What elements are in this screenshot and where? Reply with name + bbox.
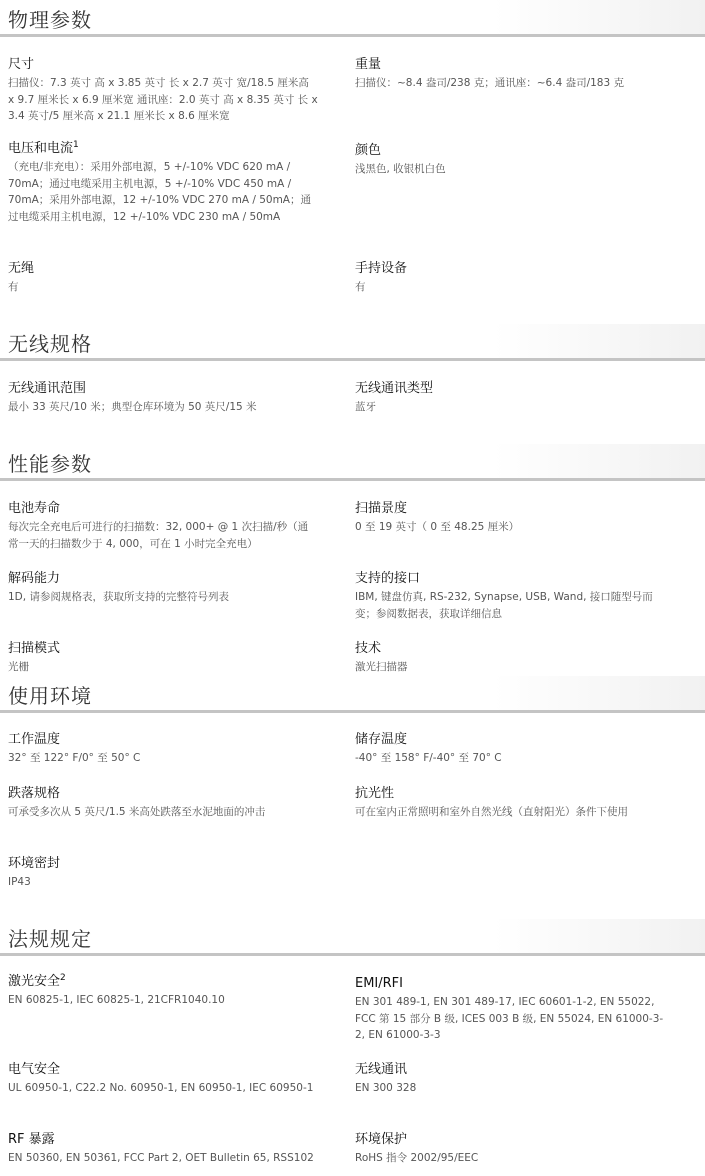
spec-value: 浅黑色, 收银机白色 bbox=[355, 163, 446, 175]
spec-value: IP43 bbox=[8, 876, 31, 888]
spec-item-environmental bbox=[355, 1132, 665, 1167]
section-environment bbox=[0, 676, 705, 713]
section-header bbox=[0, 676, 705, 713]
section-regulatory bbox=[0, 919, 705, 956]
spec-value: 有 bbox=[355, 281, 366, 293]
spec-value: 最小 33 英尺/10 米；典型仓库环境为 50 英尺/15 米 bbox=[8, 401, 257, 413]
spec-label: 技术 bbox=[355, 641, 382, 656]
spec-value: 蓝牙 bbox=[355, 401, 376, 413]
spec-value: EN 300 328 bbox=[355, 1082, 417, 1094]
section-title: 性能参数 bbox=[8, 452, 92, 476]
spec-value: IBM, 键盘仿真, RS-232, Synapse, USB, Wand, 接口随型号而变；参阅数据表，获取详细信息 bbox=[355, 591, 653, 620]
spec-label: 工作温度 bbox=[8, 732, 61, 747]
spec-value: 光栅 bbox=[8, 661, 29, 673]
spec-label: RF 暴露 bbox=[8, 1132, 55, 1147]
section-title: 物理参数 bbox=[8, 8, 92, 32]
spec-item-drop bbox=[8, 786, 318, 821]
spec-label bbox=[8, 141, 318, 157]
section-title: 使用环境 bbox=[8, 684, 92, 708]
spec-item-electrical-safety bbox=[8, 1062, 318, 1097]
spec-value: EN 60825-1, IEC 60825-1, 21CFR1040.10 bbox=[8, 994, 225, 1006]
section-header bbox=[0, 0, 705, 37]
spec-label: 扫描模式 bbox=[8, 641, 61, 656]
spec-value: 0 至 19 英寸（ 0 至 48.25 厘米） bbox=[355, 521, 520, 533]
spec-label: 解码能力 bbox=[8, 571, 61, 586]
spec-item-technology bbox=[355, 641, 665, 676]
spec-item-storage-temp bbox=[355, 732, 665, 767]
spec-value: UL 60950-1, C22.2 No. 60950-1, EN 60950-1, IEC 60950-1 bbox=[8, 1082, 314, 1094]
spec-label: 电气安全 bbox=[8, 1062, 61, 1077]
spec-label: 环境保护 bbox=[355, 1132, 408, 1147]
spec-label: 环境密封 bbox=[8, 856, 61, 871]
spec-item-cordless bbox=[8, 261, 318, 296]
spec-item-wireless-compliance bbox=[355, 1062, 665, 1097]
spec-item-emi-rfi bbox=[355, 976, 665, 1044]
spec-label: 储存温度 bbox=[355, 732, 408, 747]
footnote-marker: 1 bbox=[73, 140, 79, 150]
spec-label: 无线通讯 bbox=[355, 1062, 408, 1077]
section-wireless bbox=[0, 324, 705, 361]
section-title: 法规规定 bbox=[8, 927, 92, 951]
spec-value: 可在室内正常照明和室外自然光线（直射阳光）条件下使用 bbox=[355, 806, 628, 818]
spec-item-wireless-range bbox=[8, 381, 318, 416]
section-physical bbox=[0, 0, 705, 37]
spec-label: EMI/RFI bbox=[355, 976, 403, 991]
spec-value: 每次完全充电后可进行的扫描数：32, 000+ @ 1 次扫描/秒（通常一天的扫描数少于 4, 000，可在 1 小时完全充电） bbox=[8, 521, 309, 550]
spec-label: 重量 bbox=[355, 57, 382, 72]
spec-value: 32° 至 122° F/0° 至 50° C bbox=[8, 752, 141, 764]
spec-label: 无线通讯类型 bbox=[355, 381, 434, 396]
spec-label: 无绳 bbox=[8, 261, 35, 276]
spec-item-scan-depth bbox=[355, 501, 665, 536]
section-performance bbox=[0, 444, 705, 481]
spec-label-text: 电压和电流 bbox=[8, 141, 74, 156]
spec-label: 跌落规格 bbox=[8, 786, 61, 801]
spec-item-laser-safety bbox=[8, 974, 318, 1009]
spec-item-wireless-type bbox=[355, 381, 665, 416]
spec-value: 1D, 请参阅规格表，获取所支持的完整符号列表 bbox=[8, 591, 229, 603]
spec-item-rf-exposure bbox=[8, 1132, 318, 1167]
spec-item-scan-mode bbox=[8, 641, 318, 676]
spec-value: 可承受多次从 5 英尺/1.5 米高处跌落至水泥地面的冲击 bbox=[8, 806, 266, 818]
spec-label: 扫描景度 bbox=[355, 501, 408, 516]
spec-label: 电池寿命 bbox=[8, 501, 61, 516]
spec-label: 支持的接口 bbox=[355, 571, 421, 586]
spec-label: 无线通讯范围 bbox=[8, 381, 87, 396]
spec-item-decode bbox=[8, 571, 318, 606]
section-header bbox=[0, 919, 705, 956]
spec-item-interfaces bbox=[355, 571, 665, 622]
spec-item-dimensions bbox=[8, 57, 318, 125]
spec-value: RoHS 指令 2002/95/EEC bbox=[355, 1152, 479, 1164]
spec-value: EN 50360, EN 50361, FCC Part 2, OET Bulletin 65, RSS102 bbox=[8, 1152, 314, 1164]
footnote-marker: 2 bbox=[60, 973, 66, 983]
section-title: 无线规格 bbox=[8, 332, 92, 356]
spec-value: 有 bbox=[8, 281, 19, 293]
spec-item-sealing bbox=[8, 856, 318, 891]
spec-value: 扫描仪：~8.4 盎司/238 克；通讯座：~6.4 盎司/183 克 bbox=[355, 77, 625, 89]
spec-label: 尺寸 bbox=[8, 57, 35, 72]
spec-label: 颜色 bbox=[355, 143, 382, 158]
section-header bbox=[0, 324, 705, 361]
spec-value: 扫描仪：7.3 英寸 高 x 3.85 英寸 长 x 2.7 英寸 宽/18.5 厘米高 x 9.7 厘米长 x 6.9 厘米宽 通讯座：2.0 英寸 高 x 8.35 英寸 长 x 3.4 英寸/5 厘米高 x 21.1 厘米长 x 8.6 厘米宽 bbox=[8, 77, 318, 122]
spec-item-battery bbox=[8, 501, 318, 552]
spec-item-light-immunity bbox=[355, 786, 665, 821]
spec-label bbox=[8, 974, 318, 990]
spec-value: （充电/非充电）：采用外部电源，5 +/-10% VDC 620 mA / 70mA；通过电缆采用主机电源，5 +/-10% VDC 450 mA / 70mA；采用外部电源，12 +/-10% VDC 270 mA / 50mA；通过电缆采用主机电源，12 +/-10% VDC 230 mA / 50mA bbox=[8, 161, 311, 223]
spec-value: -40° 至 158° F/-40° 至 70° C bbox=[355, 752, 502, 764]
spec-label-text: 激光安全 bbox=[8, 974, 61, 989]
spec-item-handheld bbox=[355, 261, 665, 296]
spec-label: 手持设备 bbox=[355, 261, 408, 276]
spec-label: 抗光性 bbox=[355, 786, 395, 801]
spec-value: 激光扫描器 bbox=[355, 661, 408, 673]
spec-item-operating-temp bbox=[8, 732, 318, 767]
section-header bbox=[0, 444, 705, 481]
spec-item-voltage bbox=[8, 141, 318, 225]
spec-item-weight bbox=[355, 57, 665, 92]
spec-item-color bbox=[355, 143, 665, 178]
spec-value: EN 301 489-1, EN 301 489-17, IEC 60601-1-2, EN 55022, FCC 第 15 部分 B 级, ICES 003 B 级, EN 55024, EN 61000-3-2, EN 61000-3-3 bbox=[355, 996, 664, 1041]
